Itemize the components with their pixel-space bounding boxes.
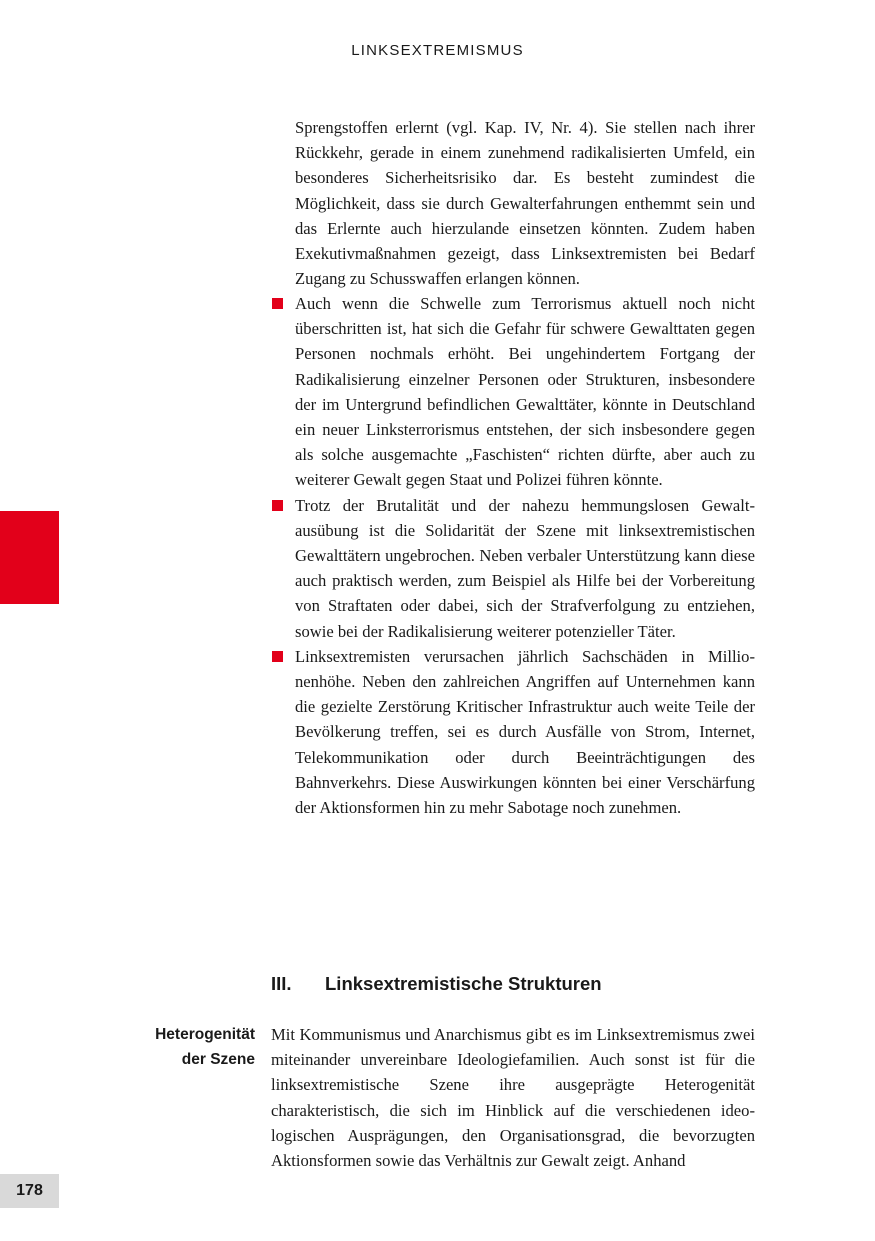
section-title: Linksextremistische Strukturen [325, 973, 602, 994]
section-paragraph: Mit Kommunismus und Anarchismus gibt es im Linksextremismus zwei miteinander unvereinbare Ideologiefamilien. Auch sonst ist für die linksextremistische Szene ihre ausgeprägte Heterogenität charakteristisch, die sich im Hinblick auf die verschiedenen ideologischen Ausprägungen, den Organisationsgrad, die bevorzugten Aktionsformen sowie das Verhältnis zur Gewalt zeigt. Anhand [271, 1025, 755, 1171]
bullet-text: Linksextremisten verursachen jährlich Sachschäden in Millionenhöhe. Neben den zahlreichen Angriffen auf Unternehmen kann die gezielte Zerstörung Kritischer Infrastruktur auch weite Teile der Bevölkerung treffen, sei es durch Ausfälle von Strom, Internet, Telekommunikation oder durch Beeinträchtigungen des Bahnverkehrs. Diese Auswirkungen könnten bei einer Verschärfung der Aktionsformen hin zu mehr Sabotage noch zunehmen. [295, 646, 755, 818]
section-number: III. [271, 973, 292, 994]
bullet-item [271, 291, 755, 493]
running-header: LINKSEXTREMISMUS [351, 42, 524, 59]
margin-note-line: der Szene [181, 1051, 255, 1069]
chapter-tab-marker [0, 511, 59, 604]
red-square-bullet-icon [272, 298, 283, 309]
section-heading [271, 970, 755, 998]
margin-note-line: Heterogenität [155, 1026, 255, 1043]
continuation-paragraph: Sprengstoffen erlernt (vgl. Kap. IV, Nr. 4). Sie stellen nach ihrer Rückkehr, gerade in einem zunehmend radikalisierten Umfeld, ein besonderes Sicherheitsrisiko dar. Es besteht zumindest die Möglichkeit, dass sie durch Gewalterfahrungen enthemmt sein und das Erlernte auch hierzulande einsetzen könnten. Zudem haben Exekutivmaßnahmen gezeigt, dass Linksextremisten bei Bedarf Zugang zu Schusswaffen erlangen können. [295, 118, 755, 289]
bullet-text: Trotz der Brutalität und der nahezu hemmungslosen Gewaltausübung ist die Solidarität der Szene mit linksextremistischen Gewalttätern ungebrochen. Neben verbaler Unterstützung kann diese auch praktisch werden, zum Beispiel als Hilfe bei der Vorbereitung von Straftaten oder dabei, sich der Strafverfolgung zu entziehen, sowie bei der Radikalisierung weiterer potenzieller Täter. [295, 495, 755, 641]
red-square-bullet-icon [272, 651, 283, 662]
red-square-bullet-icon [272, 500, 283, 511]
bullet-list [271, 291, 755, 820]
page-number: 178 [0, 1174, 59, 1208]
margin-note [100, 1022, 255, 1072]
bullet-item [271, 644, 755, 820]
bullet-item [271, 493, 755, 644]
bullet-text: Auch wenn die Schwelle zum Terrorismus aktuell noch nicht überschritten ist, hat sich die Gefahr für schwere Gewalttaten gegen Personen nochmals erhöht. Bei ungehindertem Fortgang der Radikalisierung einzelner Personen oder Strukturen, insbesondere der im Untergrund befindlichen Gewalttäter, könnte in Deutschland ein neuer Linksterrorismus entstehen, der sich insbesondere gegen als solche ausgemachte „Faschisten“ richten dürfte, aber auch zu weiterer Gewalt gegen Staat und Polizei führen könnte. [295, 294, 755, 490]
